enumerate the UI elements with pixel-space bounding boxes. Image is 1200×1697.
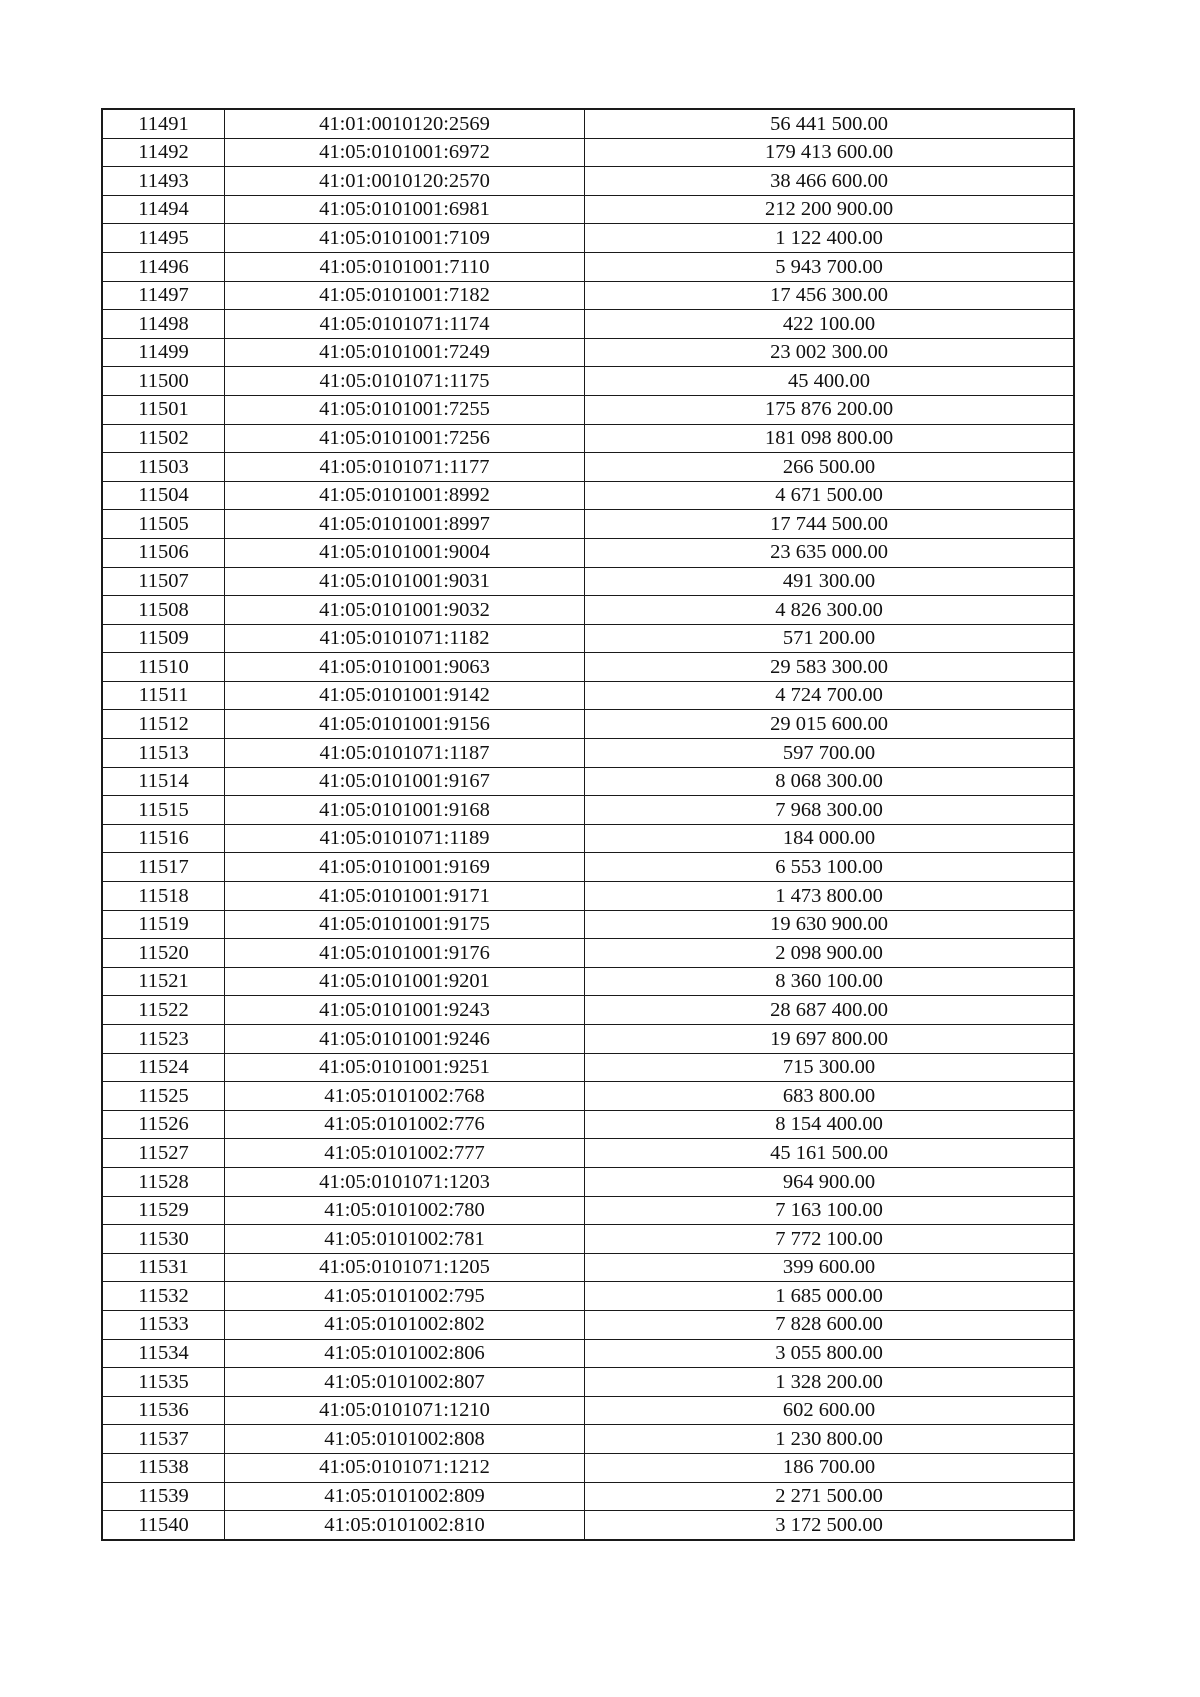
table-row: [103, 252, 1074, 281]
value-cell: 19 697 800.00: [585, 1025, 1074, 1054]
table-row: [103, 338, 1074, 367]
row-number-cell: 11537: [103, 1425, 225, 1454]
row-number-cell: 11540: [103, 1511, 225, 1540]
value-cell: 1 230 800.00: [585, 1425, 1074, 1454]
table-row: [103, 138, 1074, 167]
table-row: [103, 424, 1074, 453]
value-cell: 602 600.00: [585, 1396, 1074, 1425]
cadastral-number-cell: 41:05:0101002:808: [225, 1425, 585, 1454]
table-row: [103, 882, 1074, 911]
value-cell: 3 172 500.00: [585, 1511, 1074, 1540]
table-row: [103, 1282, 1074, 1311]
value-cell: 17 456 300.00: [585, 281, 1074, 310]
table-row: [103, 1196, 1074, 1225]
value-cell: 8 360 100.00: [585, 967, 1074, 996]
table-row: [103, 796, 1074, 825]
value-cell: 5 943 700.00: [585, 252, 1074, 281]
value-cell: 491 300.00: [585, 567, 1074, 596]
row-number-cell: 11501: [103, 395, 225, 424]
table-row: [103, 224, 1074, 253]
row-number-cell: 11497: [103, 281, 225, 310]
table-row: [103, 596, 1074, 625]
cadastral-number-cell: 41:05:0101002:768: [225, 1082, 585, 1111]
value-cell: 964 900.00: [585, 1167, 1074, 1196]
cadastral-number-cell: 41:05:0101071:1189: [225, 824, 585, 853]
value-cell: 7 772 100.00: [585, 1225, 1074, 1254]
table-row: [103, 1025, 1074, 1054]
value-cell: 29 583 300.00: [585, 653, 1074, 682]
row-number-cell: 11514: [103, 767, 225, 796]
value-cell: 7 968 300.00: [585, 796, 1074, 825]
cadastral-number-cell: 41:05:0101001:9243: [225, 996, 585, 1025]
row-number-cell: 11511: [103, 681, 225, 710]
table-row: [103, 567, 1074, 596]
row-number-cell: 11493: [103, 167, 225, 196]
cadastral-number-cell: 41:05:0101071:1177: [225, 453, 585, 482]
table-row: [103, 1139, 1074, 1168]
row-number-cell: 11502: [103, 424, 225, 453]
value-cell: 23 002 300.00: [585, 338, 1074, 367]
table-body: [103, 110, 1074, 1540]
cadastral-number-cell: 41:05:0101002:810: [225, 1511, 585, 1540]
cadastral-number-cell: 41:05:0101001:7110: [225, 252, 585, 281]
cadastral-number-cell: 41:05:0101002:809: [225, 1482, 585, 1511]
cadastral-number-cell: 41:05:0101002:777: [225, 1139, 585, 1168]
cadastral-number-cell: 41:05:0101001:9246: [225, 1025, 585, 1054]
row-number-cell: 11499: [103, 338, 225, 367]
value-cell: 597 700.00: [585, 739, 1074, 768]
cadastral-number-cell: 41:05:0101001:8997: [225, 510, 585, 539]
row-number-cell: 11520: [103, 939, 225, 968]
cadastral-number-cell: 41:05:0101001:9142: [225, 681, 585, 710]
value-cell: 7 828 600.00: [585, 1310, 1074, 1339]
value-cell: 45 161 500.00: [585, 1139, 1074, 1168]
value-cell: 28 687 400.00: [585, 996, 1074, 1025]
cadastral-number-cell: 41:05:0101071:1212: [225, 1453, 585, 1482]
row-number-cell: 11503: [103, 453, 225, 482]
cadastral-number-cell: 41:05:0101001:7109: [225, 224, 585, 253]
cadastral-number-cell: 41:05:0101001:9004: [225, 538, 585, 567]
cadastral-number-cell: 41:05:0101002:795: [225, 1282, 585, 1311]
cadastral-number-cell: 41:05:0101002:781: [225, 1225, 585, 1254]
table-row: [103, 1225, 1074, 1254]
cadastral-value-table: [102, 109, 1074, 1540]
cadastral-number-cell: 41:05:0101001:9156: [225, 710, 585, 739]
value-cell: 7 163 100.00: [585, 1196, 1074, 1225]
row-number-cell: 11534: [103, 1339, 225, 1368]
row-number-cell: 11525: [103, 1082, 225, 1111]
row-number-cell: 11504: [103, 481, 225, 510]
table-row: [103, 1482, 1074, 1511]
cadastral-number-cell: 41:05:0101071:1174: [225, 310, 585, 339]
table-row: [103, 710, 1074, 739]
cadastral-number-cell: 41:05:0101071:1203: [225, 1167, 585, 1196]
table-row: [103, 1425, 1074, 1454]
cadastral-number-cell: 41:05:0101001:9171: [225, 882, 585, 911]
row-number-cell: 11532: [103, 1282, 225, 1311]
row-number-cell: 11500: [103, 367, 225, 396]
row-number-cell: 11526: [103, 1110, 225, 1139]
row-number-cell: 11496: [103, 252, 225, 281]
cadastral-number-cell: 41:01:0010120:2569: [225, 110, 585, 139]
cadastral-number-cell: 41:05:0101001:7249: [225, 338, 585, 367]
value-cell: 2 271 500.00: [585, 1482, 1074, 1511]
value-cell: 8 068 300.00: [585, 767, 1074, 796]
cadastral-number-cell: 41:05:0101002:806: [225, 1339, 585, 1368]
row-number-cell: 11495: [103, 224, 225, 253]
row-number-cell: 11513: [103, 739, 225, 768]
row-number-cell: 11535: [103, 1368, 225, 1397]
row-number-cell: 11492: [103, 138, 225, 167]
table-row: [103, 367, 1074, 396]
row-number-cell: 11517: [103, 853, 225, 882]
value-cell: 4 826 300.00: [585, 596, 1074, 625]
cadastral-number-cell: 41:05:0101001:9175: [225, 910, 585, 939]
row-number-cell: 11523: [103, 1025, 225, 1054]
cadastral-number-cell: 41:05:0101002:776: [225, 1110, 585, 1139]
row-number-cell: 11522: [103, 996, 225, 1025]
value-cell: 17 744 500.00: [585, 510, 1074, 539]
table-row: [103, 538, 1074, 567]
value-cell: 175 876 200.00: [585, 395, 1074, 424]
value-cell: 56 441 500.00: [585, 110, 1074, 139]
cadastral-number-cell: 41:05:0101002:807: [225, 1368, 585, 1397]
row-number-cell: 11508: [103, 596, 225, 625]
value-cell: 1 685 000.00: [585, 1282, 1074, 1311]
value-cell: 186 700.00: [585, 1453, 1074, 1482]
value-cell: 38 466 600.00: [585, 167, 1074, 196]
cadastral-number-cell: 41:05:0101001:7182: [225, 281, 585, 310]
value-cell: 179 413 600.00: [585, 138, 1074, 167]
cadastral-number-cell: 41:05:0101001:7256: [225, 424, 585, 453]
row-number-cell: 11539: [103, 1482, 225, 1511]
value-cell: 399 600.00: [585, 1253, 1074, 1282]
row-number-cell: 11521: [103, 967, 225, 996]
table-row: [103, 1396, 1074, 1425]
table-row: [103, 1053, 1074, 1082]
row-number-cell: 11529: [103, 1196, 225, 1225]
table-row: [103, 967, 1074, 996]
cadastral-number-cell: 41:05:0101071:1210: [225, 1396, 585, 1425]
cadastral-number-cell: 41:05:0101001:9168: [225, 796, 585, 825]
table-row: [103, 1082, 1074, 1111]
value-cell: 181 098 800.00: [585, 424, 1074, 453]
cadastral-number-cell: 41:05:0101001:8992: [225, 481, 585, 510]
value-cell: 1 473 800.00: [585, 882, 1074, 911]
value-cell: 8 154 400.00: [585, 1110, 1074, 1139]
cadastral-number-cell: 41:05:0101001:9063: [225, 653, 585, 682]
table-row: [103, 481, 1074, 510]
table-row: [103, 510, 1074, 539]
table-row: [103, 681, 1074, 710]
table-row: [103, 853, 1074, 882]
value-cell: 2 098 900.00: [585, 939, 1074, 968]
row-number-cell: 11533: [103, 1310, 225, 1339]
table-row: [103, 1368, 1074, 1397]
value-cell: 683 800.00: [585, 1082, 1074, 1111]
cadastral-number-cell: 41:01:0010120:2570: [225, 167, 585, 196]
cadastral-number-cell: 41:05:0101071:1205: [225, 1253, 585, 1282]
cadastral-number-cell: 41:05:0101001:6981: [225, 195, 585, 224]
table-row: [103, 1511, 1074, 1540]
table-row: [103, 739, 1074, 768]
cadastral-number-cell: 41:05:0101071:1187: [225, 739, 585, 768]
row-number-cell: 11506: [103, 538, 225, 567]
cadastral-number-cell: 41:05:0101001:9251: [225, 1053, 585, 1082]
row-number-cell: 11536: [103, 1396, 225, 1425]
table-row: [103, 453, 1074, 482]
table-row: [103, 1339, 1074, 1368]
row-number-cell: 11512: [103, 710, 225, 739]
row-number-cell: 11527: [103, 1139, 225, 1168]
table-row: [103, 767, 1074, 796]
value-cell: 29 015 600.00: [585, 710, 1074, 739]
value-cell: 715 300.00: [585, 1053, 1074, 1082]
value-cell: 184 000.00: [585, 824, 1074, 853]
cadastral-number-cell: 41:05:0101002:802: [225, 1310, 585, 1339]
table-row: [103, 1453, 1074, 1482]
table-row: [103, 1253, 1074, 1282]
row-number-cell: 11528: [103, 1167, 225, 1196]
cadastral-number-cell: 41:05:0101001:9201: [225, 967, 585, 996]
table-row: [103, 167, 1074, 196]
table-row: [103, 1110, 1074, 1139]
cadastral-number-cell: 41:05:0101001:7255: [225, 395, 585, 424]
row-number-cell: 11515: [103, 796, 225, 825]
table-row: [103, 1167, 1074, 1196]
value-cell: 23 635 000.00: [585, 538, 1074, 567]
cadastral-number-cell: 41:05:0101001:9169: [225, 853, 585, 882]
value-cell: 1 122 400.00: [585, 224, 1074, 253]
cadastral-number-cell: 41:05:0101001:9167: [225, 767, 585, 796]
table-row: [103, 1310, 1074, 1339]
value-cell: 212 200 900.00: [585, 195, 1074, 224]
cadastral-number-cell: 41:05:0101002:780: [225, 1196, 585, 1225]
cadastral-number-cell: 41:05:0101001:9176: [225, 939, 585, 968]
value-cell: 3 055 800.00: [585, 1339, 1074, 1368]
table-row: [103, 824, 1074, 853]
value-cell: 4 671 500.00: [585, 481, 1074, 510]
row-number-cell: 11519: [103, 910, 225, 939]
cadastral-number-cell: 41:05:0101001:6972: [225, 138, 585, 167]
value-cell: 571 200.00: [585, 624, 1074, 653]
row-number-cell: 11505: [103, 510, 225, 539]
row-number-cell: 11507: [103, 567, 225, 596]
value-cell: 19 630 900.00: [585, 910, 1074, 939]
value-cell: 4 724 700.00: [585, 681, 1074, 710]
table-row: [103, 996, 1074, 1025]
value-cell: 6 553 100.00: [585, 853, 1074, 882]
cadastral-number-cell: 41:05:0101071:1182: [225, 624, 585, 653]
value-cell: 422 100.00: [585, 310, 1074, 339]
table-row: [103, 653, 1074, 682]
table-row: [103, 310, 1074, 339]
row-number-cell: 11524: [103, 1053, 225, 1082]
row-number-cell: 11531: [103, 1253, 225, 1282]
table-row: [103, 110, 1074, 139]
row-number-cell: 11509: [103, 624, 225, 653]
table-row: [103, 281, 1074, 310]
table-row: [103, 939, 1074, 968]
cadastral-number-cell: 41:05:0101001:9032: [225, 596, 585, 625]
table-row: [103, 195, 1074, 224]
cadastral-number-cell: 41:05:0101071:1175: [225, 367, 585, 396]
value-cell: 1 328 200.00: [585, 1368, 1074, 1397]
row-number-cell: 11530: [103, 1225, 225, 1254]
table-row: [103, 624, 1074, 653]
row-number-cell: 11498: [103, 310, 225, 339]
value-cell: 266 500.00: [585, 453, 1074, 482]
row-number-cell: 11538: [103, 1453, 225, 1482]
row-number-cell: 11510: [103, 653, 225, 682]
row-number-cell: 11518: [103, 882, 225, 911]
table-row: [103, 910, 1074, 939]
row-number-cell: 11516: [103, 824, 225, 853]
row-number-cell: 11491: [103, 110, 225, 139]
cadastral-number-cell: 41:05:0101001:9031: [225, 567, 585, 596]
row-number-cell: 11494: [103, 195, 225, 224]
value-cell: 45 400.00: [585, 367, 1074, 396]
table-row: [103, 395, 1074, 424]
